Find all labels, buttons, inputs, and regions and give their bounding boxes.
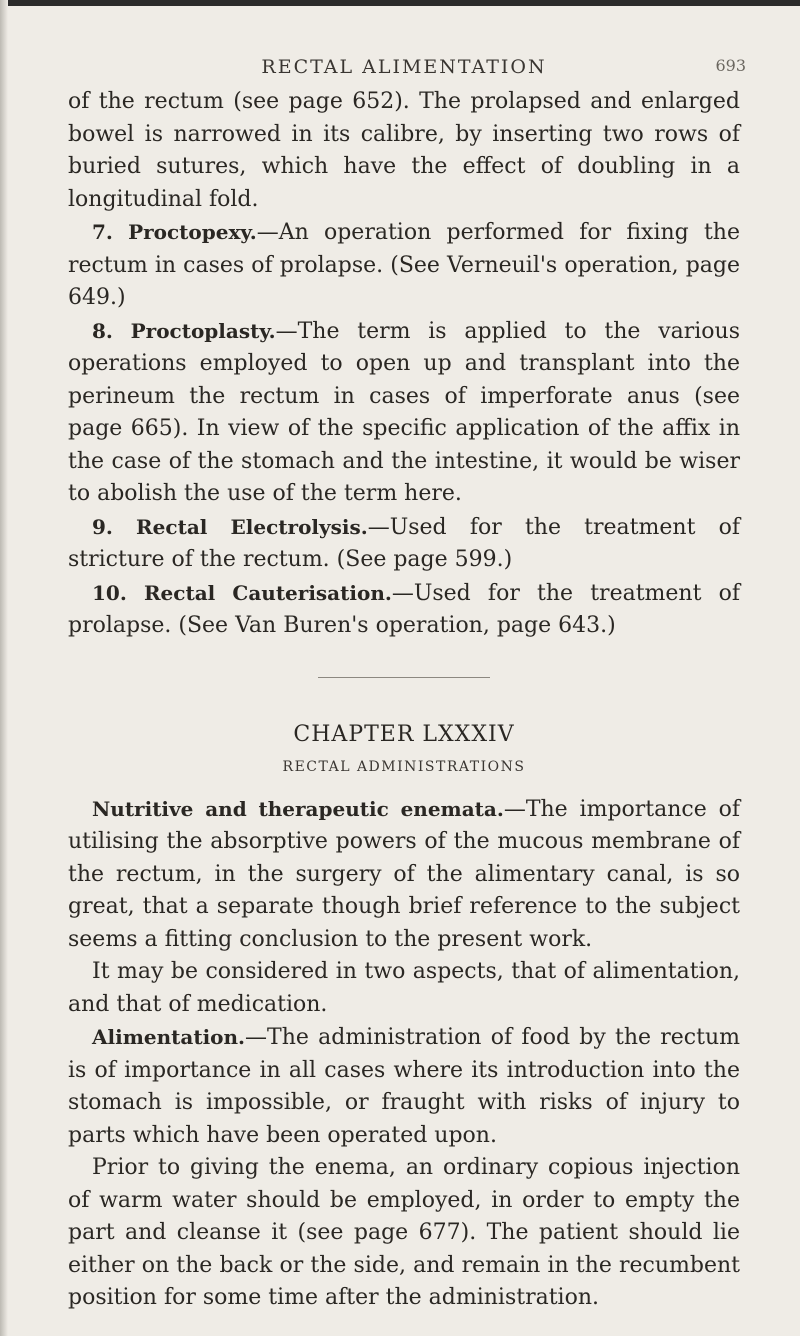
item-text: —The term is applied to the various operations employed to open up and transplant into the perineum the rectum in cases of imperforate anus (see page 665). In view of the specific application of the affix in the case of the stomach and the intestine, it would be wiser to abolish the use of the term here. <box>68 318 741 506</box>
paragraph-label: Alimentation. <box>92 1025 246 1049</box>
section-divider <box>68 667 740 686</box>
item-label: 9. Rectal Electrolysis. <box>92 514 368 539</box>
item-proctopexy <box>68 216 740 315</box>
continuation-paragraph: of the rectum (see page 652). The prolapsed and enlarged bowel is narrowed in its calibre, by inserting two rows of buried sutures, which have the effect of doubling in a longitudinal fold. <box>68 89 740 212</box>
item-text: —Used for the treatment of stricture of the rectum. (See page 599.) <box>68 514 740 572</box>
paragraph-text: —The administration of food by the rectum is of importance in all cases where its introduction into the stomach is impossible, or fraught with risks of injury to parts which have been operated upon. <box>68 1025 740 1148</box>
page-gutter-shadow <box>0 0 8 1336</box>
chapter-title: CHAPTER LXXXIV <box>293 721 515 747</box>
paragraph-alimentation <box>68 1021 740 1152</box>
item-text: —Used for the treatment of prolapse. (See Van Buren's operation, page 643.) <box>68 580 741 638</box>
running-head <box>68 56 746 86</box>
divider-rule <box>318 677 490 678</box>
book-page <box>68 56 746 1315</box>
paragraph-aspects: It may be considered in two aspects, that of alimentation, and that of medication. <box>68 959 740 1017</box>
paragraph-label: Nutritive and therapeutic enemata. <box>92 796 504 821</box>
section-one <box>68 86 740 643</box>
item-proctoplasty <box>68 315 740 511</box>
item-rectal-electrolysis <box>68 511 740 577</box>
item-text: —An operation performed for fixing the rectum in cases of prolapse. (See Verneuil's operation, page 649.) <box>68 220 740 310</box>
item-label: 7. Proctopexy. <box>92 220 257 244</box>
item-label: 10. Rectal Cauterisation. <box>92 580 392 605</box>
running-title: RECTAL ALIMENTATION <box>261 56 547 78</box>
page-number: 693 <box>715 56 746 75</box>
paragraph-enema-prep: Prior to giving the enema, an ordinary copious injection of warm water should be employed, in order to empty the part and cleanse it (see page 677). The patient should lie either on the back or the side, and remain in the recumbent position for some time after the administration. <box>68 1155 740 1310</box>
item-rectal-cauterisation <box>68 577 740 643</box>
item-label: 8. Proctoplasty. <box>92 318 276 343</box>
paragraph-enemata <box>68 793 740 957</box>
paragraph-text: —The importance of utilising the absorptive powers of the mucous membrane of the rectum, in the surgery of the alimentary canal, is so great, that a separate though brief reference to the subject seems a fitting conclusion to the present work. <box>68 796 740 952</box>
chapter-body <box>68 793 740 1315</box>
chapter-subtitle: RECTAL ADMINISTRATIONS <box>282 758 526 775</box>
top-edge-rule <box>0 0 800 6</box>
